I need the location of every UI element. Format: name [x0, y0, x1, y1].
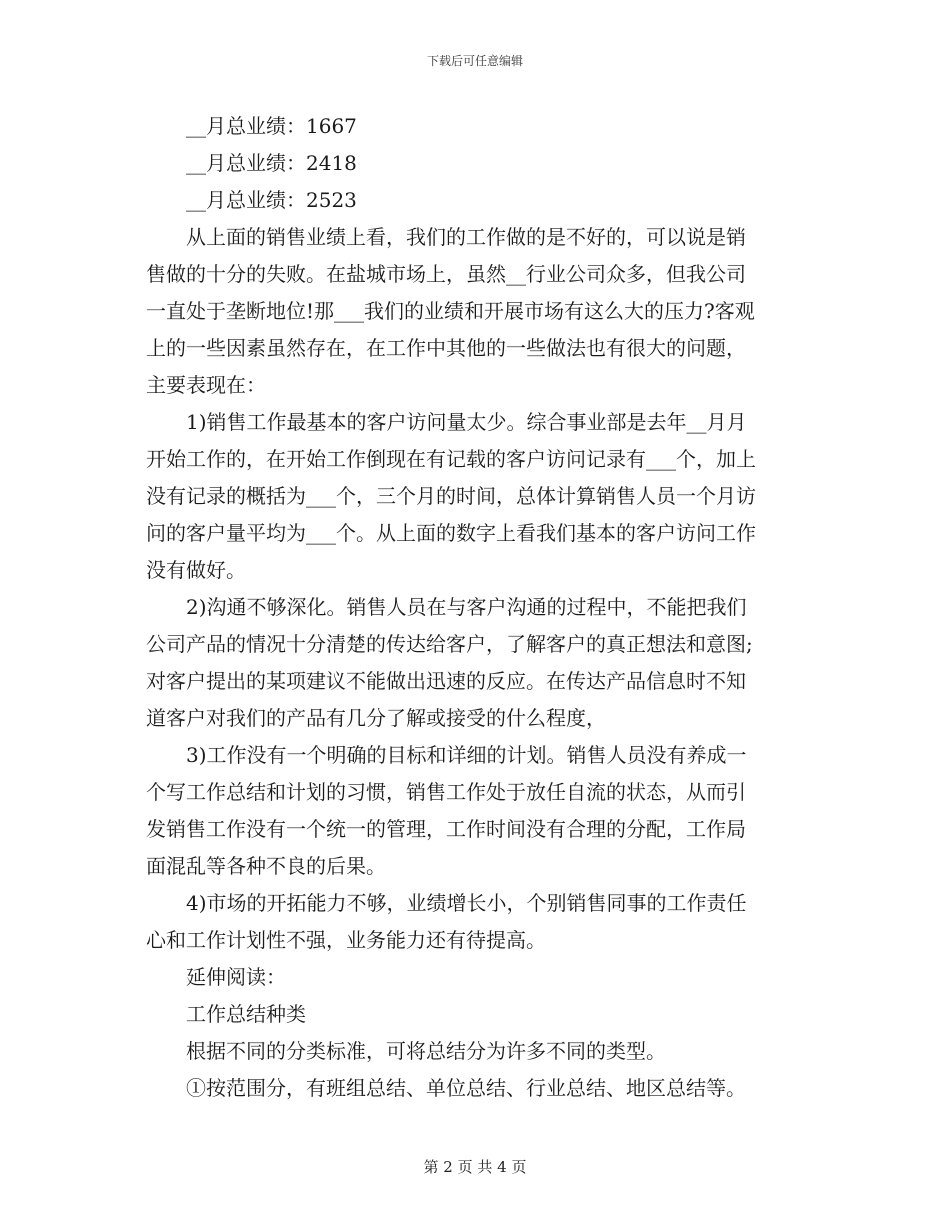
- paragraph-line: 道客户对我们的产品有几分了解或接受的什么程度，: [146, 706, 606, 730]
- page-header: 下载后可任意编辑: [426, 54, 523, 68]
- classification-intro: 根据不同的分类标准，可将总结分为许多不同的类型。: [186, 1039, 666, 1063]
- total-line: __月总业绩：1667: [186, 114, 357, 138]
- section-title: 工作总结种类: [186, 1002, 306, 1026]
- extended-reading-label: 延伸阅读：: [186, 965, 286, 989]
- page-footer: 第 2 页 共 4 页: [423, 1158, 527, 1176]
- paragraph-line: 主要表现在：: [146, 373, 266, 397]
- total-line: __月总业绩：2418: [186, 151, 357, 175]
- paragraph-line: 1)销售工作最基本的客户访问量太少。综合事业部是去年__月月: [186, 410, 747, 434]
- paragraph-line: 没有记录的概括为___个，三个月的时间，总体计算销售人员一个月访: [146, 484, 756, 508]
- paragraph-line: 2)沟通不够深化。销售人员在与客户沟通的过程中，不能把我们: [186, 595, 747, 619]
- paragraph-line: 个写工作总结和计划的习惯，销售工作处于放任自流的状态，从而引: [146, 780, 746, 804]
- paragraph-line: 公司产品的情况十分清楚的传达给客户，了解客户的真正想法和意图;: [146, 632, 753, 656]
- total-line: __月总业绩：2523: [186, 188, 357, 212]
- paragraph-line: 没有做好。: [146, 558, 246, 582]
- document-body: [146, 108, 806, 1107]
- paragraph-line: 心和工作计划性不强，业务能力还有待提高。: [146, 928, 546, 952]
- paragraph-point-4: [146, 885, 806, 959]
- paragraph-point-3: [146, 737, 806, 885]
- paragraph-performance-analysis: [146, 219, 806, 404]
- paragraph-line: 售做的十分的失败。在盐城市场上，虽然__行业公司众多，但我公司: [146, 262, 746, 286]
- paragraph-line: 发销售工作没有一个统一的管理，工作时间没有合理的分配，工作局: [146, 817, 746, 841]
- paragraph-line: 问的客户量平均为___个。从上面的数字上看我们基本的客户访问工作: [146, 521, 756, 545]
- paragraph-line: 4)市场的开拓能力不够，业绩增长小，个别销售同事的工作责任: [186, 891, 747, 915]
- paragraph-line: 3)工作没有一个明确的目标和详细的计划。销售人员没有养成一: [186, 743, 747, 767]
- paragraph-line: 一直处于垄断地位!那___我们的业绩和开展市场有这么大的压力?客观: [146, 299, 755, 323]
- paragraph-line: 从上面的销售业绩上看，我们的工作做的是不好的，可以说是销: [186, 225, 746, 249]
- paragraph-point-1: [146, 404, 806, 589]
- paragraph-line: 面混乱等各种不良的后果。: [146, 854, 386, 878]
- paragraph-line: 开始工作的，在开始工作倒现在有记载的客户访问记录有___个，加上: [146, 447, 756, 471]
- classification-item: ①按范围分，有班组总结、单位总结、行业总结、地区总结等。: [186, 1076, 746, 1100]
- paragraph-point-2: [146, 589, 806, 737]
- paragraph-line: 对客户提出的某项建议不能做出迅速的反应。在传达产品信息时不知: [146, 669, 746, 693]
- paragraph-line: 上的一些因素虽然存在，在工作中其他的一些做法也有很大的问题，: [146, 336, 746, 360]
